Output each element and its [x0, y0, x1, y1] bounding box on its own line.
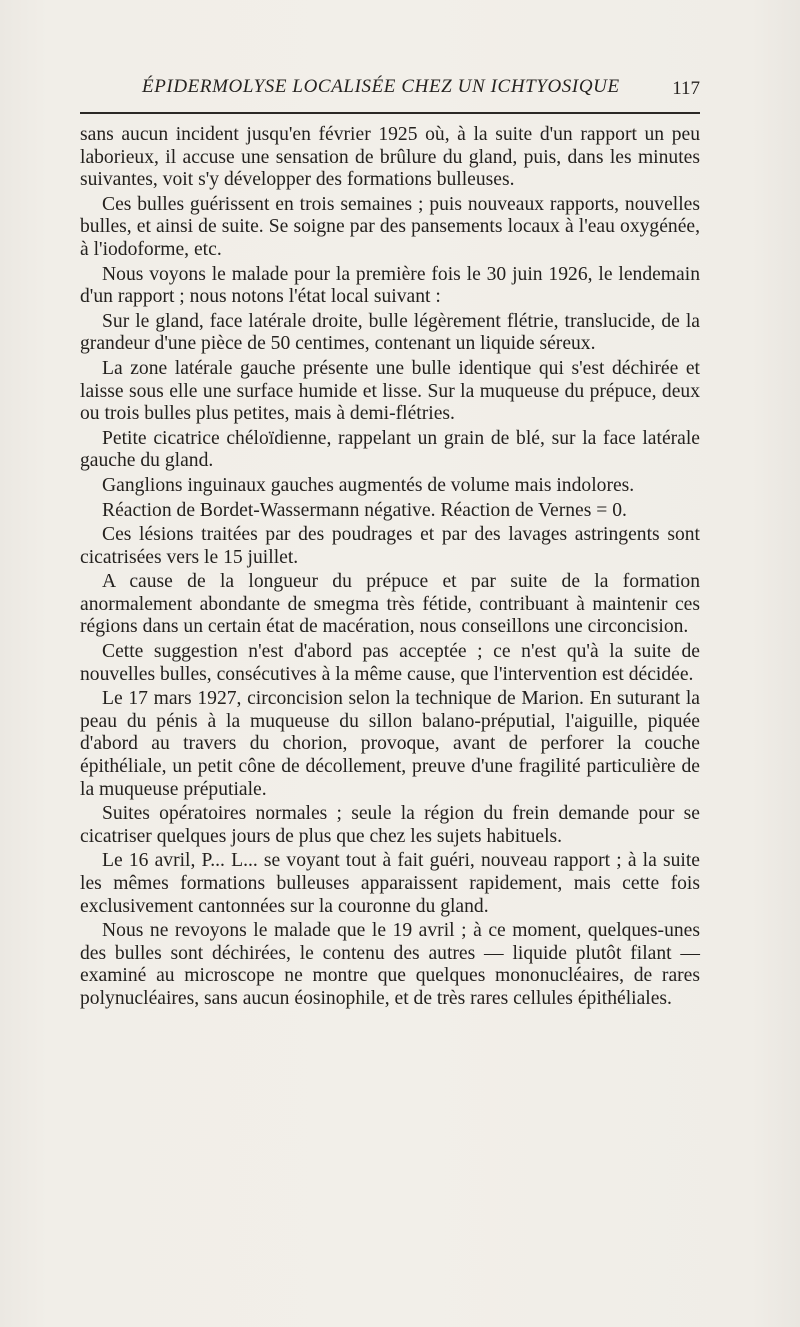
paragraph: Sur le gland, face latérale droite, bulle légèrement flétrie, translucide, de la grandeur d'une pièce de 50 centimes, contenant un liquide séreux.	[80, 310, 700, 355]
header-rule	[80, 112, 700, 114]
paragraph: Petite cicatrice chéloïdienne, rappelant un grain de blé, sur la face latérale gauche du gland.	[80, 427, 700, 472]
paragraph: Nous ne revoyons le malade que le 19 avril ; à ce moment, quelques-unes des bulles sont déchirées, le contenu des autres — liquide plutôt filant — examiné au microscope ne montre que quelques mononucléaires, de rares polynucléaires, sans aucun éosinophile, et de très rares cellules épithéliales.	[80, 920, 700, 1009]
page-number: 117	[672, 78, 700, 99]
running-title: ÉPIDERMOLYSE LOCALISÉE CHEZ UN ICHTYOSIQUE	[142, 76, 620, 97]
paragraph: Nous voyons le malade pour la première fois le 30 juin 1926, le lendemain d'un rapport ; nous notons l'état local suivant :	[80, 263, 700, 308]
paragraph: Ganglions inguinaux gauches augmentés de volume mais indolores.	[102, 474, 635, 496]
paragraph: Le 17 mars 1927, circoncision selon la technique de Marion. En suturant la peau du pénis à la muqueuse du sillon balano-préputial, l'aiguille, piquée d'abord au travers du chorion, provoque, avant de perforer la couche épithéliale, un petit cône de décollement, preuve d'une fragilité particulière de la muqueuse préputiale.	[80, 688, 700, 800]
body-text	[80, 124, 700, 1013]
paragraph: sans aucun incident jusqu'en février 1925 où, à la suite d'un rapport un peu laborieux, il accuse une sensation de brûlure du gland, puis, dans les minutes suivantes, voit s'y développer des formations bulleuses.	[80, 124, 700, 191]
paragraph: Ces bulles guérissent en trois semaines ; puis nouveaux rapports, nouvelles bulles, et ainsi de suite. Se soigne par des pansements locaux à l'eau oxygénée, à l'iodoforme, etc.	[80, 193, 700, 260]
page-header	[80, 76, 700, 104]
paragraph: Ces lésions traitées par des poudrages et par des lavages astringents sont cicatrisées vers le 15 juillet.	[80, 524, 700, 568]
paragraph: A cause de la longueur du prépuce et par suite de la formation anormalement abondante de smegma très fétide, contribuant à maintenir ces régions dans un certain état de macération, nous conseillons une circoncision.	[80, 571, 700, 638]
paragraph: La zone latérale gauche présente une bulle identique qui s'est déchirée et laisse sous elle une surface humide et lisse. Sur la muqueuse du prépuce, deux ou trois bulles plus petites, mais à demi-flétries.	[80, 357, 700, 425]
paragraph: Le 16 avril, P... L... se voyant tout à fait guéri, nouveau rapport ; à la suite les mêmes formations bulleuses apparaissent rapidement, mais cette fois exclusivement cantonnées sur la couronne du gland.	[80, 850, 700, 917]
paragraph: Réaction de Bordet-Wassermann négative. Réaction de Vernes = 0.	[102, 499, 627, 521]
paragraph: Cette suggestion n'est d'abord pas acceptée ; ce n'est qu'à la suite de nouvelles bulles, consécutives à la même cause, que l'intervention est décidée.	[80, 641, 700, 685]
paragraph: Suites opératoires normales ; seule la région du frein demande pour se cicatriser quelques jours de plus que chez les sujets habituels.	[80, 803, 700, 847]
